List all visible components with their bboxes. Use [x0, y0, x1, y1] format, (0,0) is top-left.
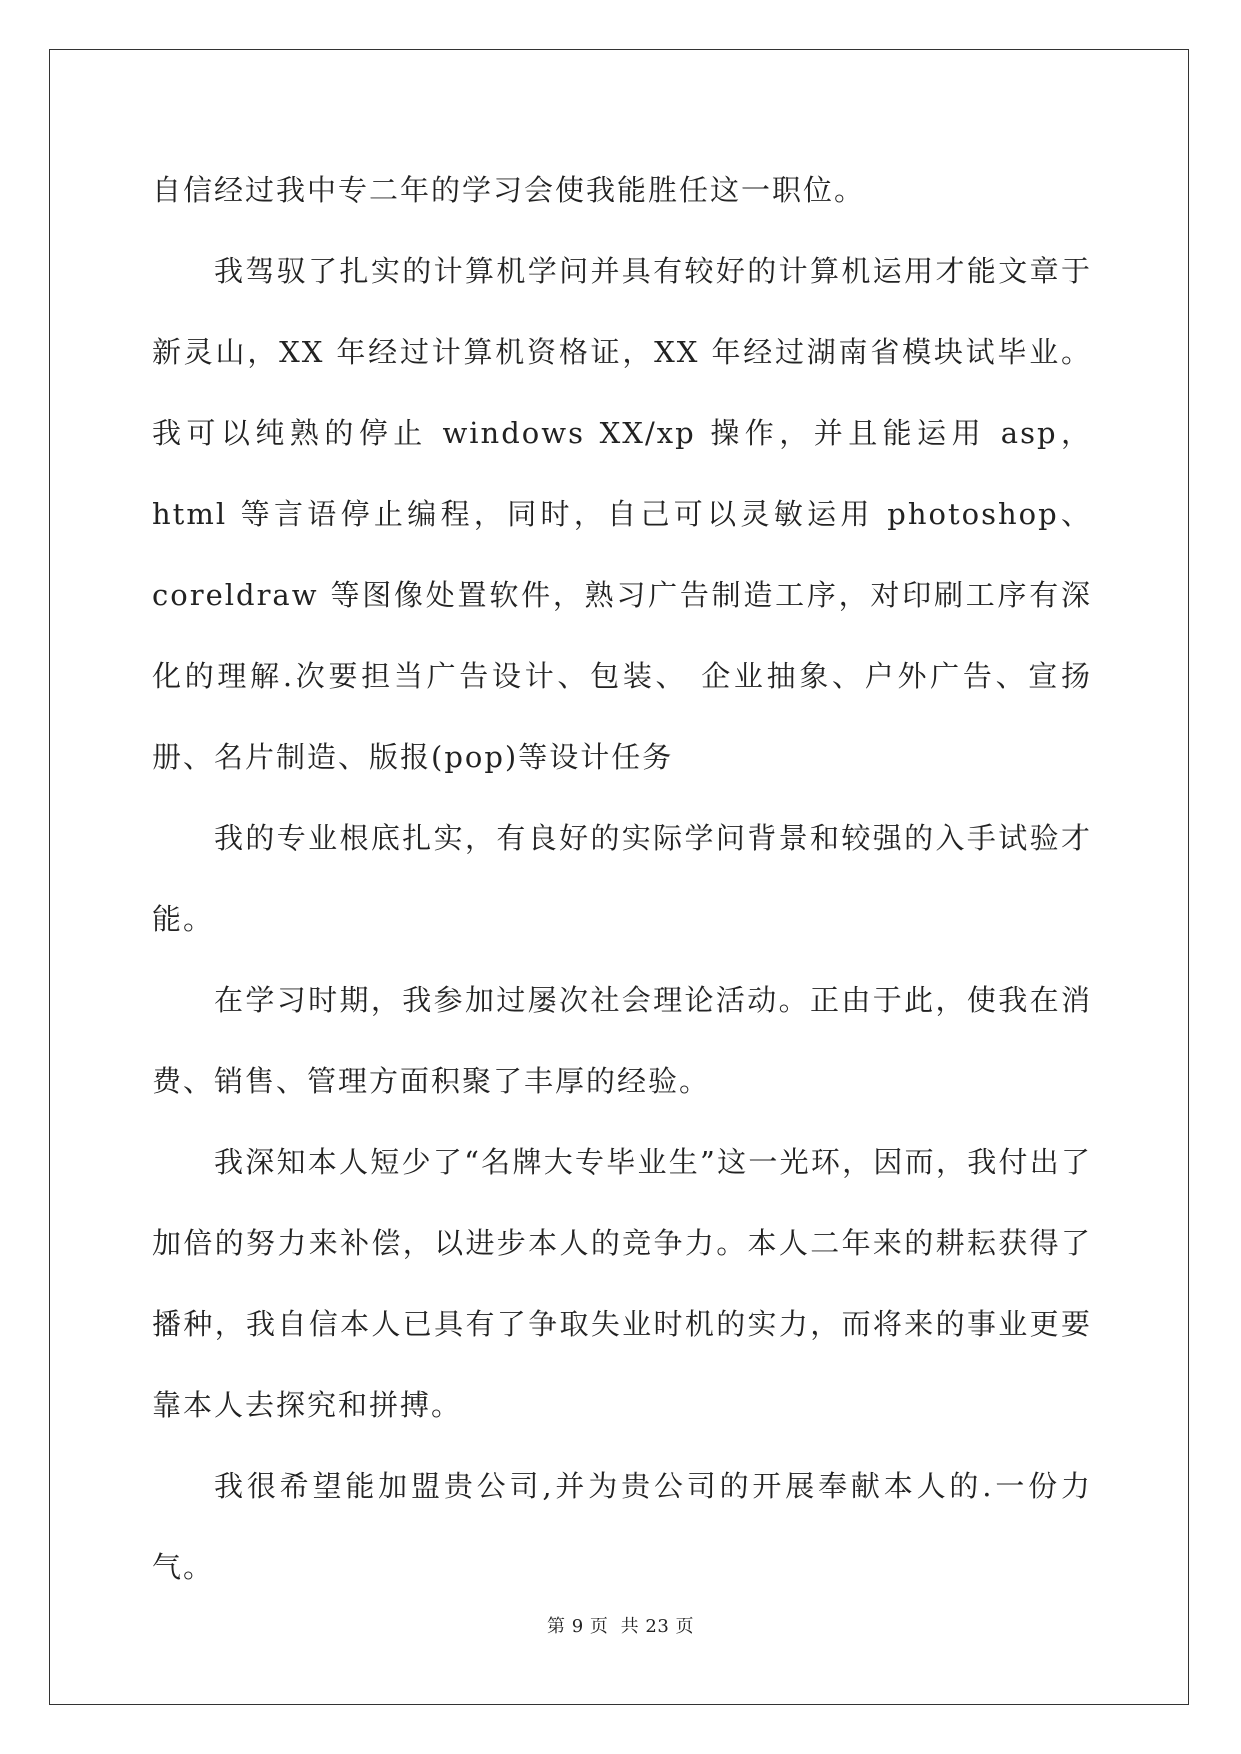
paragraph: 我驾驭了扎实的计算机学问并具有较好的计算机运用才能文章于新灵山，XX 年经过计算机资格证，XX 年经过湖南省模块试毕业。我可以纯熟的停止 windows XX/xp 操作，并且能运用 asp，html 等言语停止编程，同时，自己可以灵敏运用 photoshop、coreldraw 等图像处置软件，熟习广告制造工序，对印刷工序有深化的理解.次要担当广告设计、包装、 企业抽象、户外广告、宣扬册、名片制造、版报(pop)等设计任务 [152, 254, 1092, 774]
paragraph: 我很希望能加盟贵公司,并为贵公司的开展奉献本人的.一份力气。 [152, 1469, 1092, 1584]
page-number: 第 9 页 [547, 1616, 609, 1637]
page-total: 共 23 页 [620, 1616, 694, 1637]
paragraph: 自信经过我中专二年的学习会使我能胜任这一职位。 [152, 173, 866, 207]
document-body [152, 150, 1092, 1608]
paragraph: 在学习时期，我参加过屡次社会理论活动。正由于此，使我在消费、销售、管理方面积聚了丰厚的经验。 [152, 983, 1092, 1098]
page-footer [0, 1612, 1241, 1638]
paragraph: 我深知本人短少了“名牌大专毕业生”这一光环，因而，我付出了加倍的努力来补偿，以进步本人的竞争力。本人二年来的耕耘获得了播种，我自信本人已具有了争取失业时机的实力，而将来的事业更要靠本人去探究和拼搏。 [152, 1145, 1092, 1422]
paragraph: 我的专业根底扎实，有良好的实际学问背景和较强的入手试验才能。 [152, 821, 1092, 936]
